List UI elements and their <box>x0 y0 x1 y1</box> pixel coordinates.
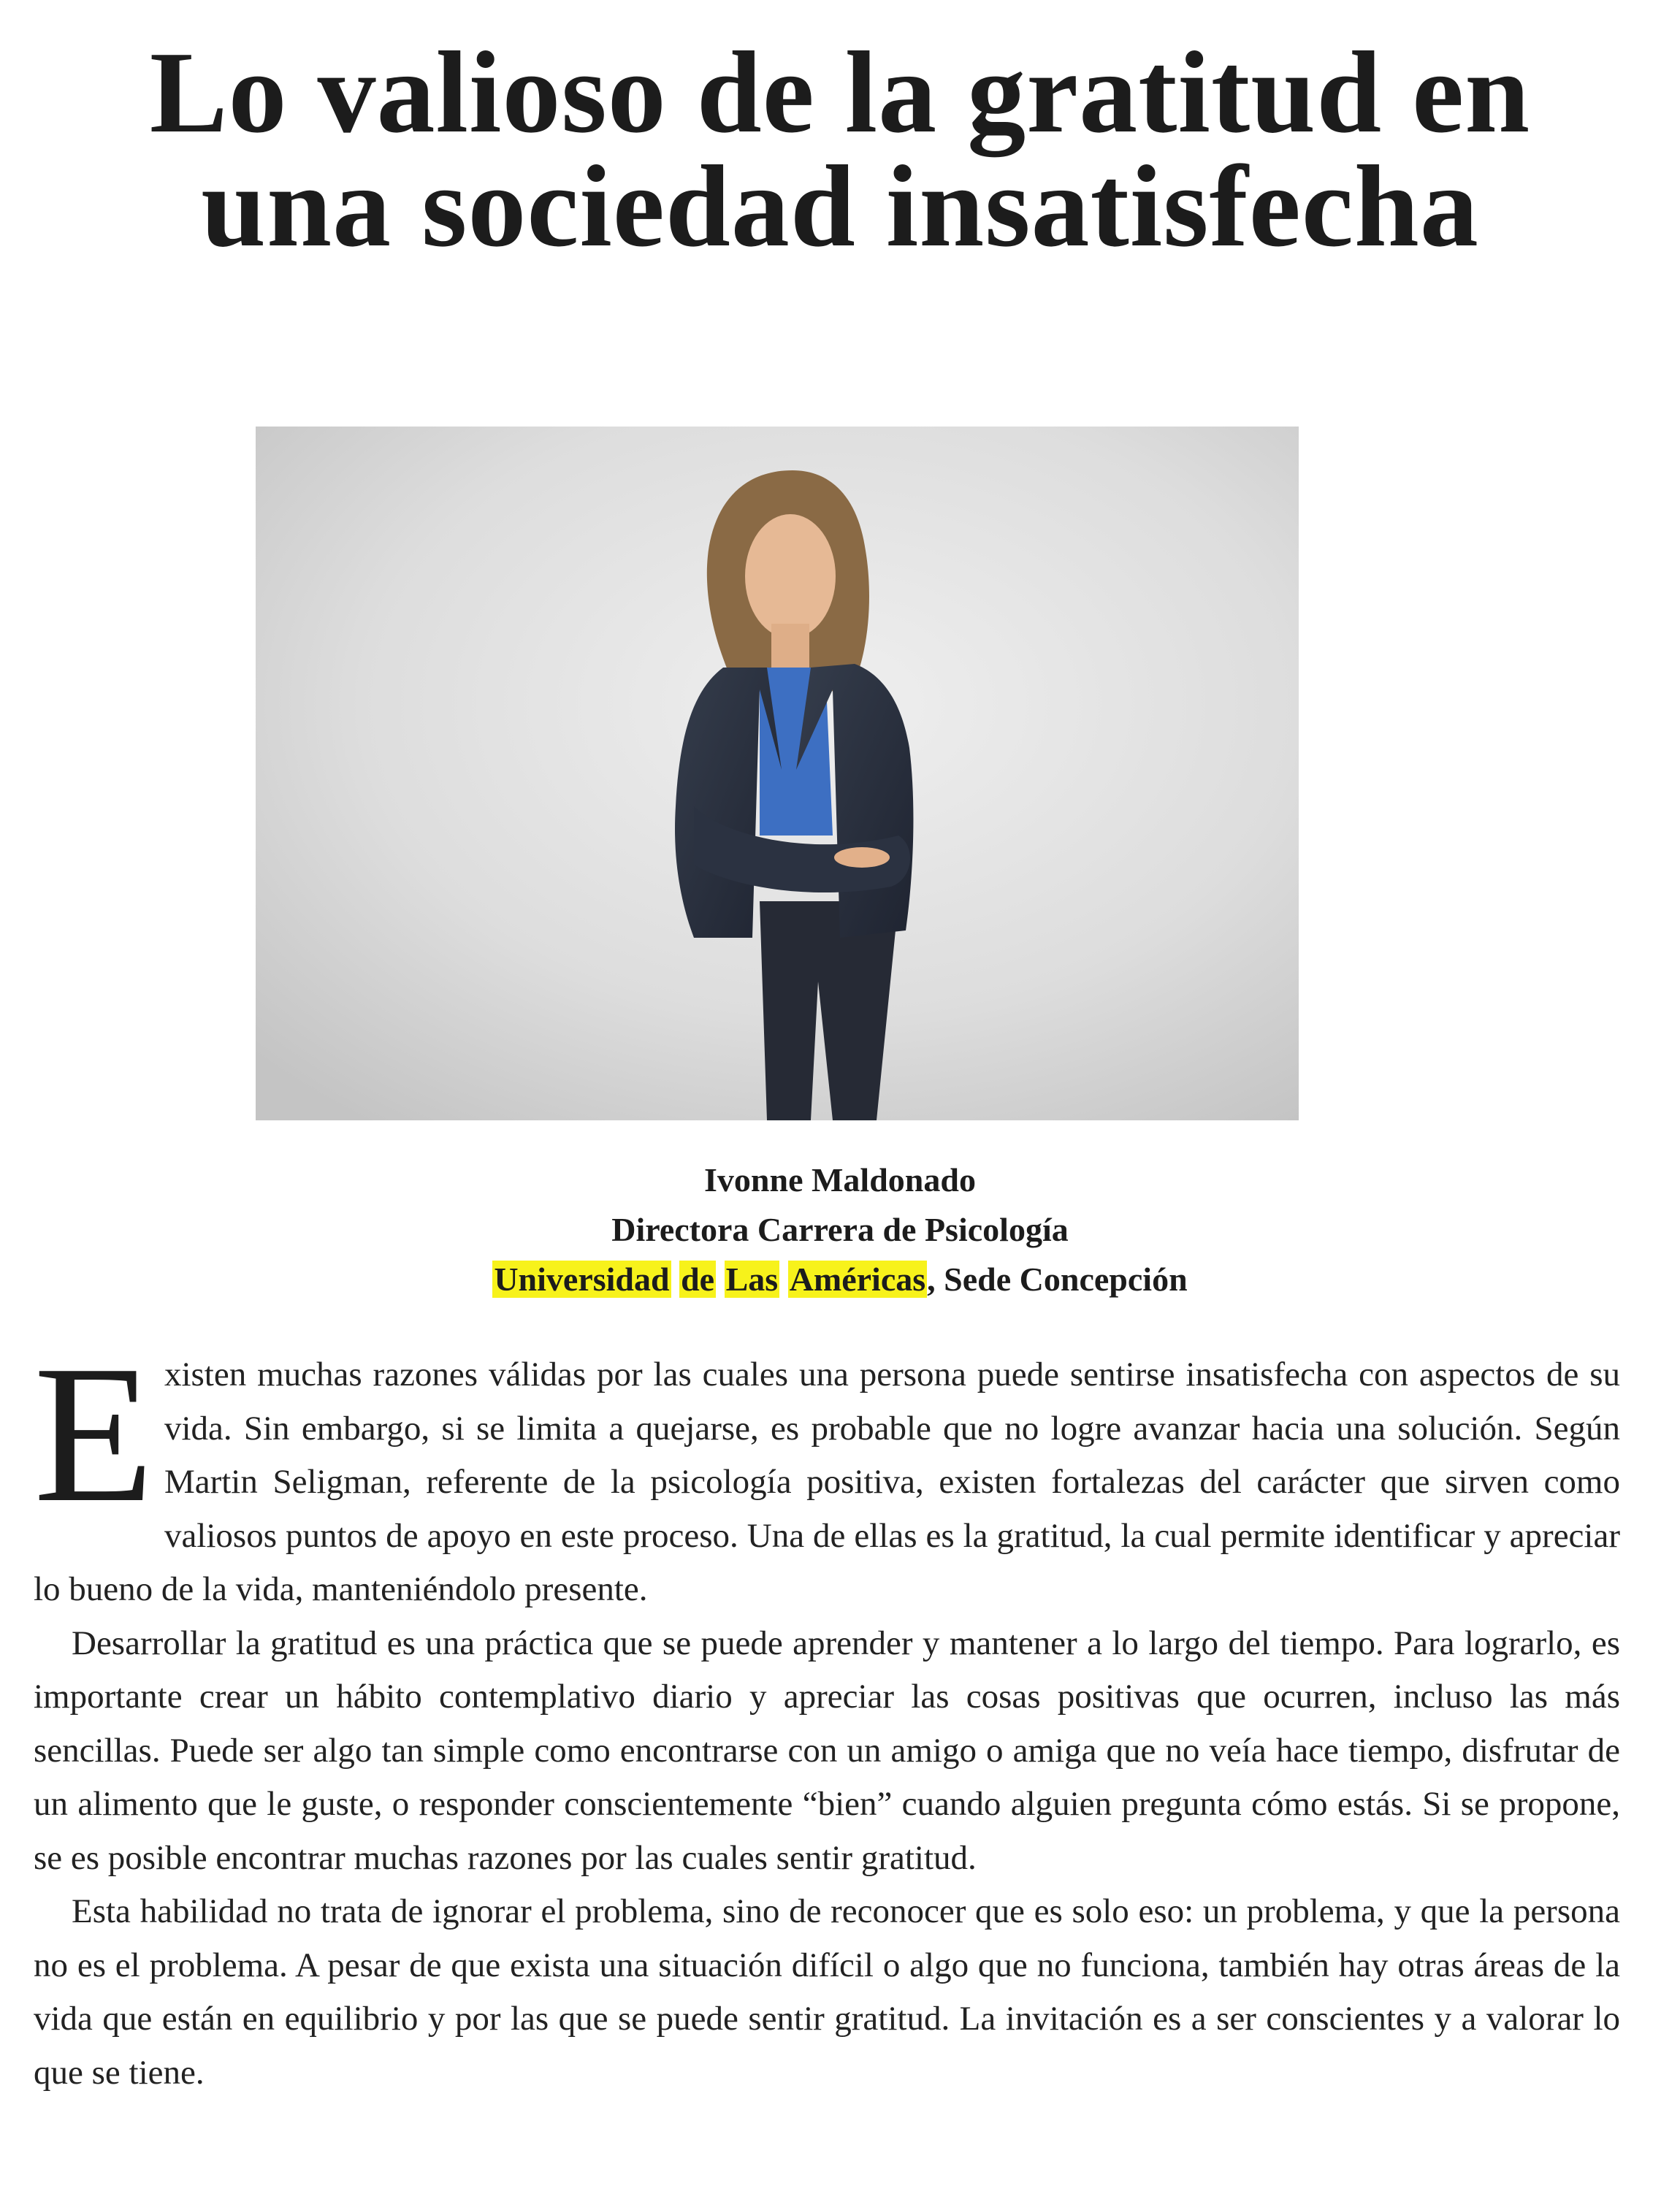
highlighted-word-americas: Américas <box>789 1261 926 1298</box>
highlighted-word-universidad: Universidad <box>494 1261 670 1298</box>
title-line-1: Lo valioso de la gratitud en <box>149 27 1531 157</box>
face-shape <box>745 514 836 638</box>
caption-name: Ivonne Maldonado <box>704 1161 976 1198</box>
title-line-2: una sociedad insatisfecha <box>201 141 1479 271</box>
portrait-illustration <box>256 427 1299 1120</box>
highlighted-word-las: Las <box>725 1261 779 1298</box>
article-paragraph-1 <box>34 1325 1620 1617</box>
drop-cap: E <box>34 1325 154 1543</box>
neck-shape <box>771 624 809 675</box>
article-title <box>0 27 1680 271</box>
article-paragraph-2: Desarrollar la gratitud es una práctica que se puede aprender y mantener a lo largo del tiempo. Para lograrlo, es importante crear un hábito contemplativo diario y apreciar las cosas positivas que ocurren, incluso las más sencillas. Puede ser algo tan simple como encontrarse con un amigo o amiga que no veía hace tiempo, disfrutar de un alimento que le guste, o responder conscientemente “bien” cuando alguien pregunta cómo estás. Si se propone, se es posible encontrar muchas razones por las cuales sentir gratitud. <box>34 1624 1620 1877</box>
caption-affiliation <box>0 1255 1680 1304</box>
article-paragraph-3: Esta habilidad no trata de ignorar el problema, sino de reconocer que es solo eso: un problema, y que la persona no es el problema. A pesar de que exista una situación difícil o algo que no funciona, también hay otras áreas de la vida que están en equilibrio y por las que se puede sentir gratitud. La invitación es a ser conscientes y a valorar lo que se tiene. <box>34 1892 1620 2092</box>
article-body <box>34 1325 1620 2100</box>
caption-campus: , Sede Concepción <box>927 1261 1188 1298</box>
portrait-photo <box>256 427 1299 1120</box>
highlighted-word-de: de <box>681 1261 715 1298</box>
photo-caption <box>0 1155 1680 1304</box>
hand-shape <box>834 847 890 868</box>
caption-role: Directora Carrera de Psicología <box>611 1211 1069 1248</box>
paragraph-1-text: xisten muchas razones válidas por las cuales una persona puede sentirse insatisfecha con aspectos de su vida. Sin embargo, si se limita a quejarse, es probable que no logre avanzar hacia una solución. Según Martin Seligman, referente de la psicología positiva, existen fortalezas del carácter que sirven como valiosos puntos de apoyo en este proceso. Una de ellas es la gratitud, la cual permite identificar y apreciar lo bueno de la vida, manteniéndolo presente. <box>34 1356 1620 1608</box>
